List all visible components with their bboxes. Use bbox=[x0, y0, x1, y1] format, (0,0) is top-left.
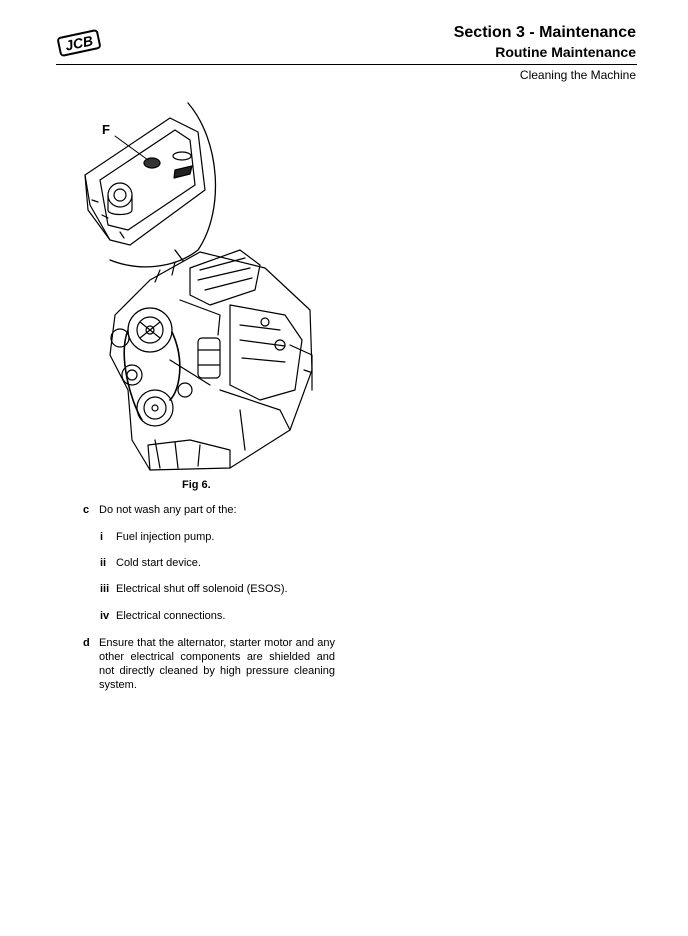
list-text: Ensure that the alternator, starter motor and any other electrical components are shielded and not directly cleaned by high pressure cleaning system. bbox=[99, 637, 335, 691]
list-text: Cold start device. bbox=[116, 557, 201, 569]
list-marker: i bbox=[100, 531, 104, 543]
list-marker: iv bbox=[100, 610, 110, 622]
callout-label-f: F bbox=[102, 122, 110, 137]
list-marker: ii bbox=[100, 557, 107, 569]
figure-caption: Fig 6. bbox=[182, 479, 211, 491]
subsection-title: Routine Maintenance bbox=[495, 44, 636, 60]
topic-title: Cleaning the Machine bbox=[519, 68, 636, 82]
list-marker: iii bbox=[100, 583, 110, 595]
list-text: Electrical shut off solenoid (ESOS). bbox=[116, 583, 288, 595]
list-text: Fuel injection pump. bbox=[116, 531, 215, 543]
section-title: Section 3 - Maintenance bbox=[453, 24, 636, 41]
list-text: Electrical connections. bbox=[116, 610, 226, 622]
list-marker: c bbox=[83, 504, 90, 516]
jcb-logo bbox=[56, 26, 102, 60]
list-marker: d bbox=[83, 637, 90, 649]
list-text: Do not wash any part of the: bbox=[99, 504, 237, 516]
engine-illustration bbox=[80, 100, 340, 480]
header-divider bbox=[56, 64, 637, 65]
svg-text:JCB: JCB bbox=[63, 32, 95, 54]
